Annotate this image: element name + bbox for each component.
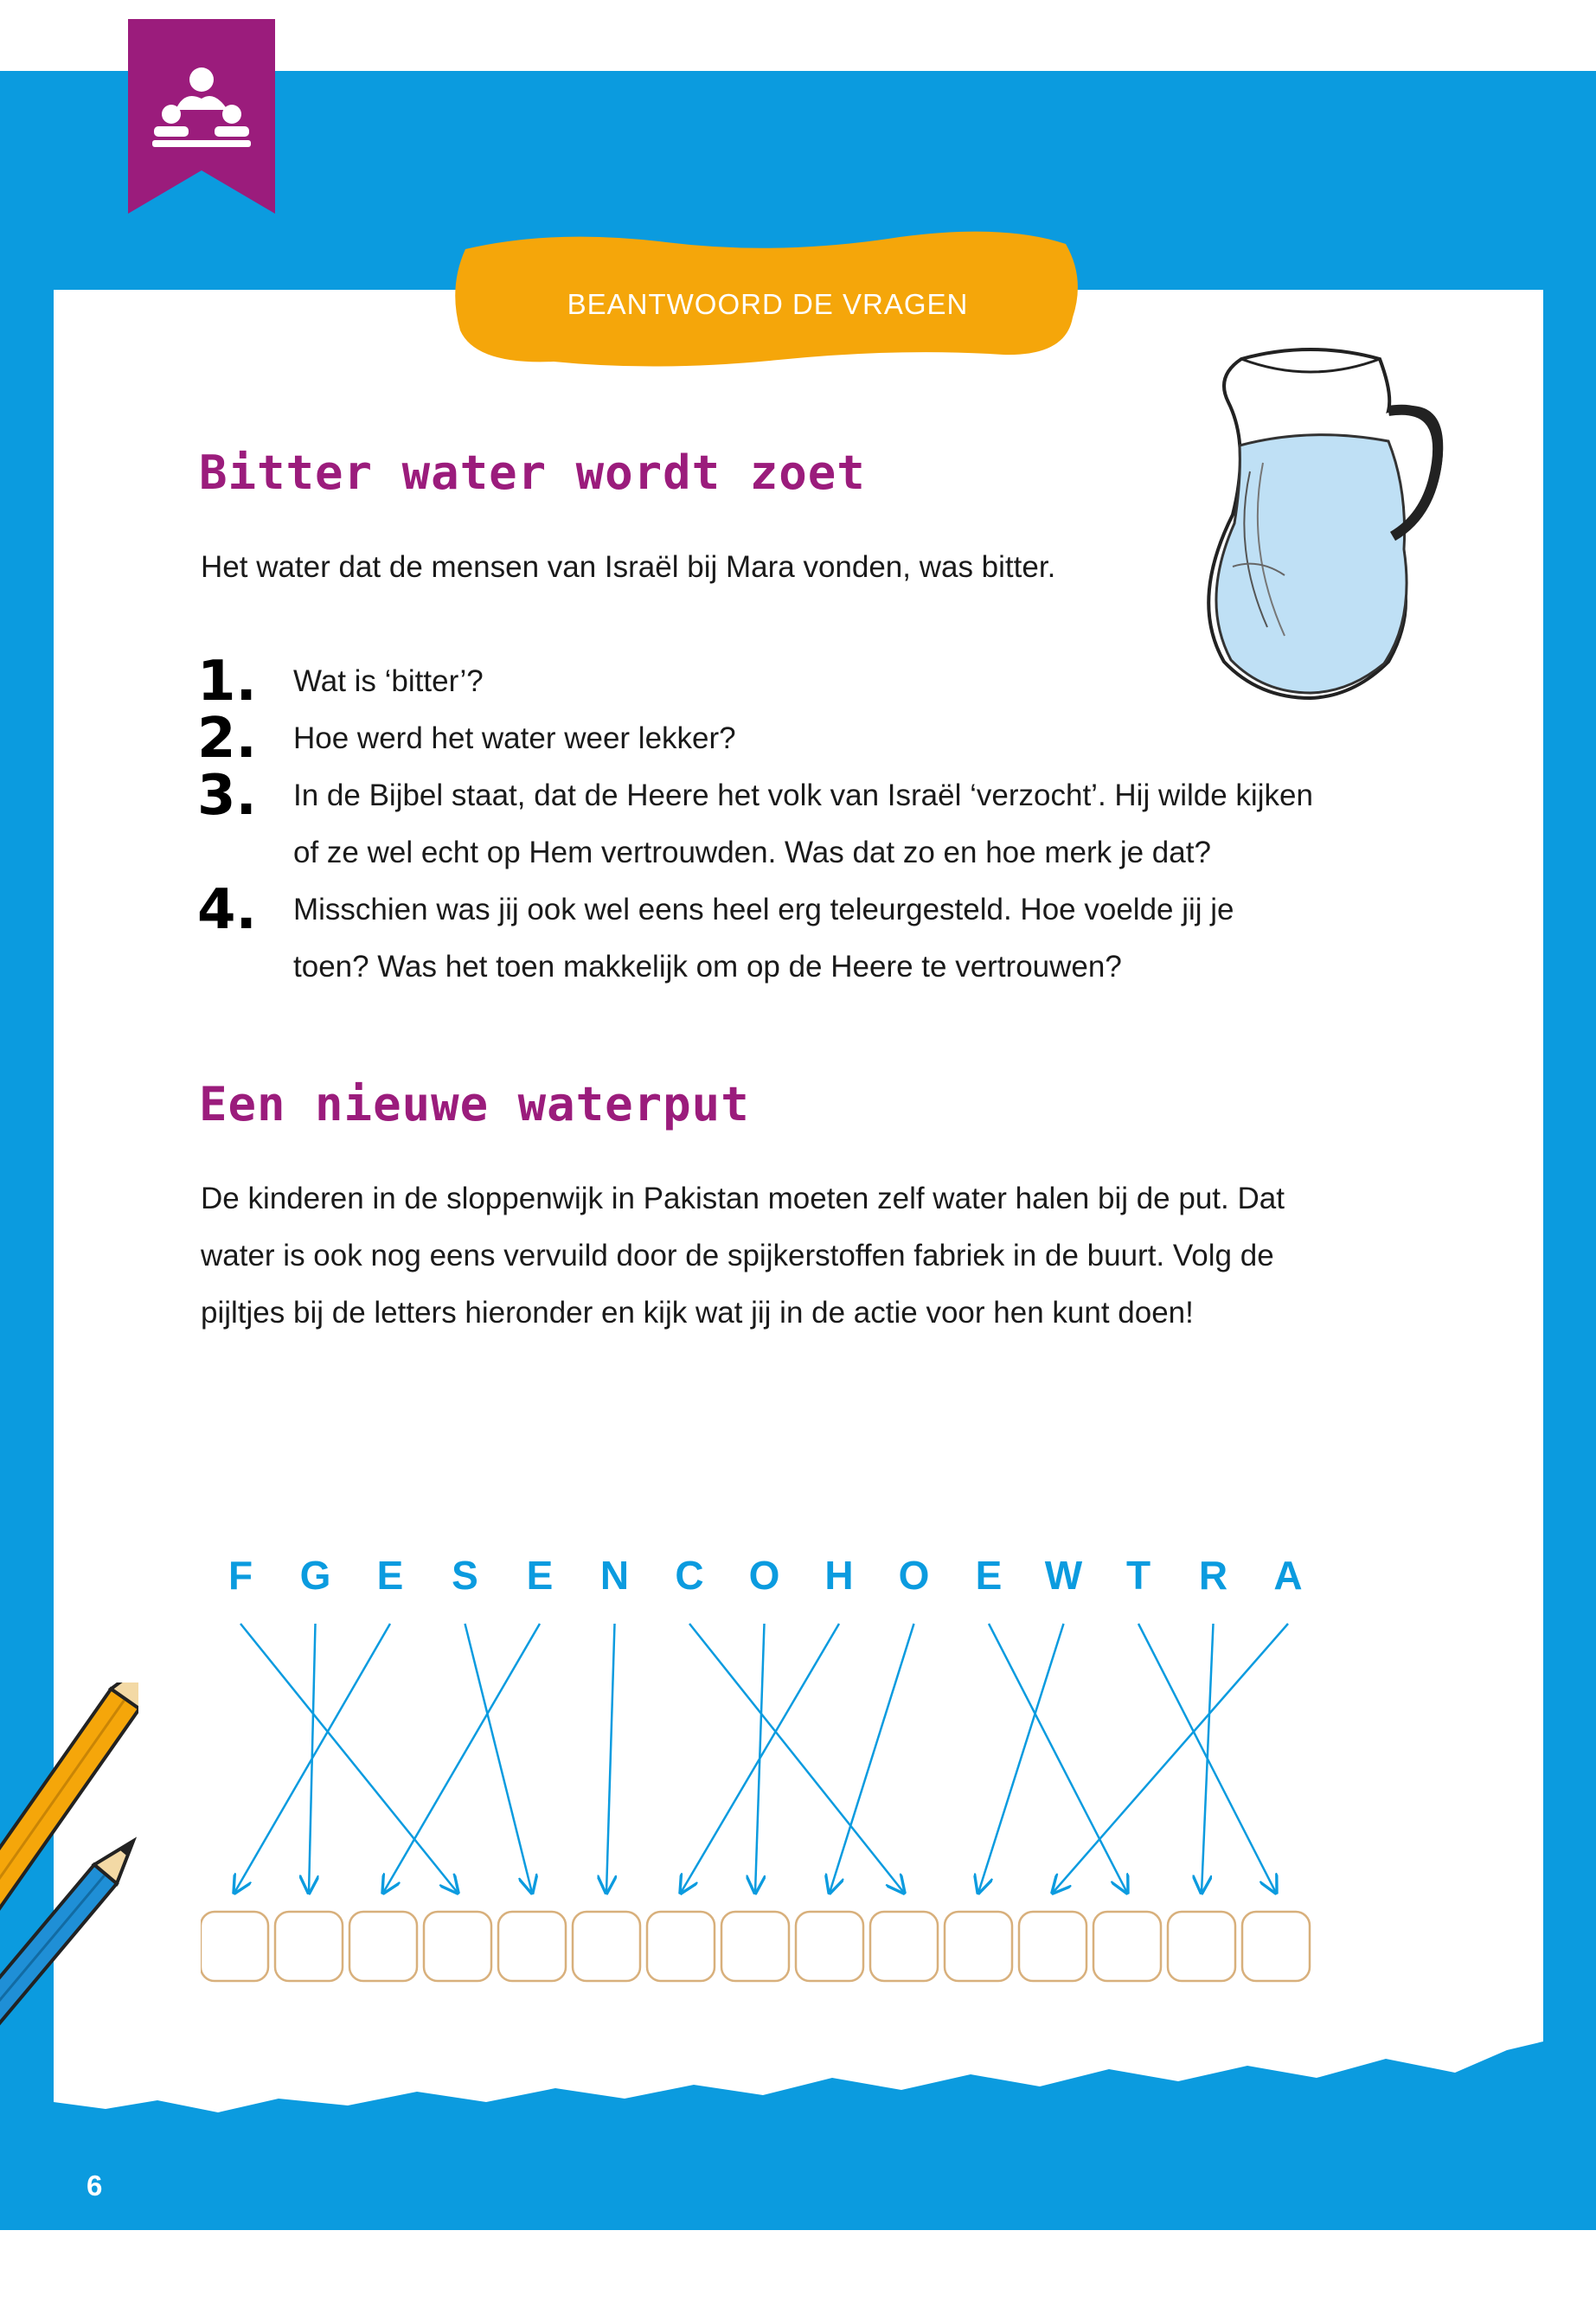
question-4-text <box>293 881 1357 996</box>
answer-box[interactable] <box>721 1912 789 1981</box>
section1-intro: Het water dat de mensen van Israël bij Mara vonden, was bitter. <box>201 550 1056 584</box>
puzzle-arrow <box>606 1624 615 1893</box>
puzzle-letter: T <box>1125 1553 1151 1598</box>
puzzle-letter: N <box>599 1553 630 1598</box>
puzzle-letter: E <box>975 1553 1003 1598</box>
puzzle-letters <box>228 1553 1303 1598</box>
letter-arrow-puzzle <box>201 1535 1325 2003</box>
instruction-banner-label: BEANTWOORD DE VRAGEN <box>567 288 969 320</box>
puzzle-letter: H <box>824 1553 854 1598</box>
answer-box[interactable] <box>349 1912 417 1981</box>
question-4-line-2: toen? Was het toen makkelijk om op de Heere te vertrouwen? <box>293 950 1122 984</box>
puzzle-letter: C <box>675 1553 704 1598</box>
question-number-2: 2. <box>197 707 257 771</box>
page-number: 6 <box>87 2170 103 2202</box>
pencils-illustration <box>0 1682 138 2046</box>
puzzle-arrow <box>465 1624 533 1893</box>
puzzle-arrow <box>1202 1624 1214 1893</box>
puzzle-arrow <box>681 1624 839 1893</box>
question-number-1: 1. <box>197 650 257 714</box>
question-3-line-2: of ze wel echt op Hem vertrouwden. Was dat zo en hoe merk je dat? <box>293 836 1211 869</box>
answer-box[interactable] <box>1168 1912 1235 1981</box>
section1-title: Bitter water wordt zoet <box>199 445 866 500</box>
section2-paragraph <box>201 1170 1412 1342</box>
answer-box[interactable] <box>647 1912 715 1981</box>
puzzle-arrow <box>383 1624 540 1893</box>
puzzle-arrows <box>234 1624 1288 1893</box>
answer-box[interactable] <box>1019 1912 1086 1981</box>
question-3-text <box>293 767 1357 881</box>
puzzle-letter: G <box>299 1553 331 1598</box>
section2-line-3: pijltjes bij de letters hieronder en kijk wat jij in de actie voor hen kunt doen! <box>201 1296 1194 1330</box>
answer-box[interactable] <box>1242 1912 1310 1981</box>
section2-line-1: De kinderen in de sloppenwijk in Pakistan moeten zelf water halen bij de put. Dat <box>201 1182 1285 1215</box>
answer-box[interactable] <box>573 1912 640 1981</box>
answer-box[interactable] <box>201 1912 268 1981</box>
question-4-line-1: Misschien was jij ook wel eens heel erg teleurgesteld. Hoe voelde jij je <box>293 893 1234 926</box>
question-2-line-1: Hoe werd het water weer lekker? <box>293 721 736 755</box>
puzzle-letter: E <box>526 1553 554 1598</box>
section2-line-2: water is ook nog eens vervuild door de spijkerstoffen fabriek in de buurt. Volg de <box>201 1239 1274 1272</box>
answer-box[interactable] <box>945 1912 1012 1981</box>
question-number-3: 3. <box>197 764 257 828</box>
puzzle-arrow <box>1053 1624 1288 1893</box>
answer-box[interactable] <box>424 1912 491 1981</box>
question-1-line-1: Wat is ‘bitter’? <box>293 664 484 698</box>
torn-paper-edge <box>54 2016 1543 2171</box>
puzzle-letter: O <box>748 1553 780 1598</box>
category-ribbon <box>128 19 275 214</box>
puzzle-arrow <box>240 1624 458 1893</box>
puzzle-letter: A <box>1273 1553 1303 1598</box>
puzzle-arrow <box>978 1624 1064 1893</box>
water-jug-illustration <box>1181 342 1458 705</box>
puzzle-arrow <box>234 1624 390 1893</box>
answer-box[interactable] <box>796 1912 863 1981</box>
section2-title: Een nieuwe waterput <box>199 1077 750 1131</box>
answer-box[interactable] <box>870 1912 938 1981</box>
puzzle-letter: W <box>1044 1553 1083 1598</box>
puzzle-letter: R <box>1198 1553 1228 1598</box>
answer-box[interactable] <box>498 1912 566 1981</box>
answer-box[interactable] <box>1093 1912 1161 1981</box>
answer-box[interactable] <box>275 1912 343 1981</box>
puzzle-letter: O <box>898 1553 930 1598</box>
puzzle-letter: S <box>452 1553 478 1598</box>
question-2-text <box>293 710 1357 767</box>
puzzle-letter: F <box>228 1553 253 1598</box>
question-1-text <box>293 653 1357 710</box>
question-3-line-1: In de Bijbel staat, dat de Heere het volk van Israël ‘verzocht’. Hij wilde kijken <box>293 779 1313 812</box>
question-number-4: 4. <box>197 878 257 942</box>
puzzle-letter: E <box>376 1553 404 1598</box>
puzzle-arrow <box>989 1624 1127 1893</box>
answer-boxes <box>201 1912 1310 1981</box>
